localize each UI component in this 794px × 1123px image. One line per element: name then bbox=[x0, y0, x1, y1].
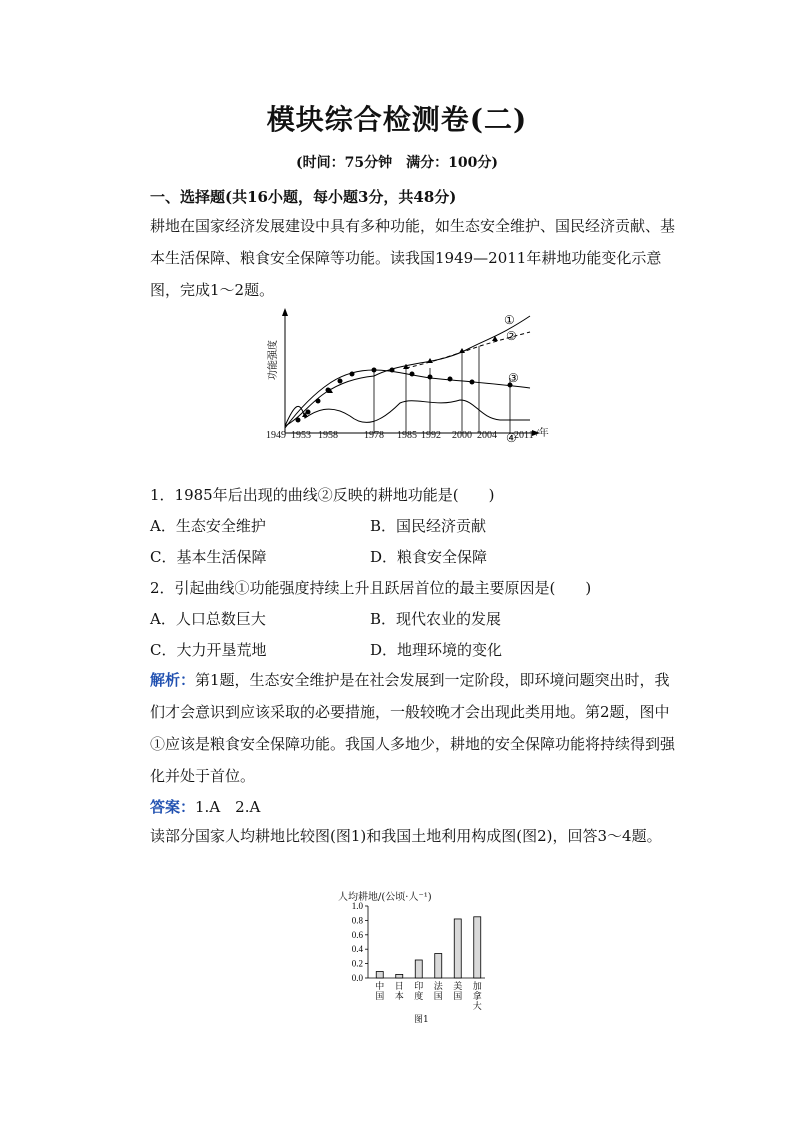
q1-option-c: C．基本生活保障 bbox=[150, 548, 267, 566]
q1-option-d: D．粮食安全保障 bbox=[370, 548, 488, 566]
bar-印度 bbox=[415, 960, 422, 978]
q2-option-c: C．大力开垦荒地 bbox=[150, 641, 267, 659]
bar-中国 bbox=[376, 972, 383, 978]
x-tick-label: 印 bbox=[414, 981, 424, 991]
bar-法国 bbox=[435, 954, 442, 978]
year-2011: 2011 bbox=[514, 430, 534, 441]
curve-label-3: ③ bbox=[508, 371, 519, 385]
year-2004: 2004 bbox=[477, 430, 497, 441]
q2-option-a: A．人口总数巨大 bbox=[150, 610, 266, 628]
x-tick-label: 拿 bbox=[472, 991, 482, 1001]
analysis-paragraph bbox=[120, 664, 680, 792]
bar-日本 bbox=[396, 974, 403, 978]
q2-option-b: B．现代农业的发展 bbox=[370, 610, 502, 628]
x-tick-label: 法 bbox=[433, 981, 443, 991]
section-heading: 一、选择题(共16小题，每小题3分，共48分) bbox=[150, 188, 457, 206]
curve-label-1: ① bbox=[504, 313, 515, 327]
page-title: 模块综合检测卷(二) bbox=[266, 103, 528, 136]
y-tick-label: 0.6 bbox=[351, 929, 363, 940]
answer-label: 答案： bbox=[150, 798, 196, 816]
curve-label-4: ④ bbox=[506, 431, 517, 445]
x-tick-label: 本 bbox=[394, 991, 404, 1001]
analysis-label: 解析： bbox=[150, 671, 196, 689]
bar-加拿大 bbox=[474, 917, 481, 978]
per-capita-farmland-chart bbox=[330, 900, 490, 1020]
year-1949: 1949 bbox=[266, 430, 286, 441]
year-1958: 1958 bbox=[318, 430, 338, 441]
x-tick-label: 国 bbox=[375, 991, 385, 1001]
year-2000: 2000 bbox=[452, 430, 472, 441]
y-tick-label: 1.0 bbox=[351, 901, 363, 911]
analysis-text: 第1题，生态安全维护是在社会发展到一定阶段，即环境问题突出时，我们才会意识到应该采取的必要措施，一般较晚才会出现此类用地。第2题，图中①应该是粮食安全保障功能。我国人多地少，耕地的安全保障功能将持续得到强化并处于首位。 bbox=[150, 671, 676, 785]
bar-chart-caption: 图1 bbox=[414, 1015, 429, 1025]
exam-time-score: (时间：75分钟 满分：100分) bbox=[296, 155, 498, 171]
x-tick-label: 加 bbox=[472, 981, 482, 991]
year-1953: 1953 bbox=[291, 430, 311, 441]
figure-ylabel: 功能强度 bbox=[268, 340, 279, 380]
y-tick-label: 0.0 bbox=[351, 973, 363, 983]
x-tick-label: 大 bbox=[472, 1001, 482, 1011]
curve-3 bbox=[285, 370, 530, 428]
x-tick-label: 国 bbox=[453, 991, 463, 1001]
year-1992: 1992 bbox=[421, 430, 441, 441]
x-tick-label: 中 bbox=[375, 981, 385, 991]
y-tick-label: 0.4 bbox=[351, 944, 363, 955]
curve-label-2: ② bbox=[506, 329, 517, 343]
intro-text-2: 读部分国家人均耕地比较图(图1)和我国土地利用构成图(图2)，回答3～4题。 bbox=[150, 827, 662, 845]
x-tick-label: 国 bbox=[433, 991, 443, 1001]
q1-stem: 1．1985年后出现的曲线②反映的耕地功能是( ) bbox=[150, 486, 495, 504]
farmland-function-figure bbox=[260, 308, 560, 448]
y-tick-label: 0.8 bbox=[351, 915, 363, 926]
answer-text: 1.A 2.A bbox=[195, 798, 261, 816]
intro-paragraph-1 bbox=[120, 210, 680, 306]
bar-美国 bbox=[454, 919, 461, 978]
q2-stem: 2．引起曲线①功能强度持续上升且跃居首位的最主要原因是( ) bbox=[150, 579, 592, 597]
x-tick-label: 度 bbox=[414, 991, 424, 1001]
intro-paragraph-2 bbox=[120, 820, 680, 852]
year-1985: 1985 bbox=[397, 430, 417, 441]
q1-option-b: B．国民经济贡献 bbox=[370, 517, 487, 535]
bar-chart-title: 人均耕地/(公顷·人⁻¹) bbox=[338, 892, 432, 903]
answer-line bbox=[150, 796, 260, 817]
x-unit: /年 bbox=[536, 428, 549, 439]
y-tick-label: 0.2 bbox=[351, 958, 363, 969]
x-tick-label: 美 bbox=[453, 981, 463, 991]
x-tick-label: 日 bbox=[394, 981, 404, 991]
curve-1-markers bbox=[302, 336, 498, 417]
year-1978: 1978 bbox=[364, 430, 384, 441]
intro-text-1: 耕地在国家经济发展建设中具有多种功能，如生态安全维护、国民经济贡献、基本生活保障、粮食安全保障等功能。读我国1949—2011年耕地功能变化示意图，完成1～2题。 bbox=[150, 217, 676, 299]
curve-4 bbox=[285, 400, 530, 426]
q1-option-a: A．生态安全维护 bbox=[150, 517, 266, 535]
y-arrow bbox=[282, 308, 288, 316]
curve-3-markers bbox=[296, 368, 513, 423]
q2-option-d: D．地理环境的变化 bbox=[370, 641, 503, 659]
